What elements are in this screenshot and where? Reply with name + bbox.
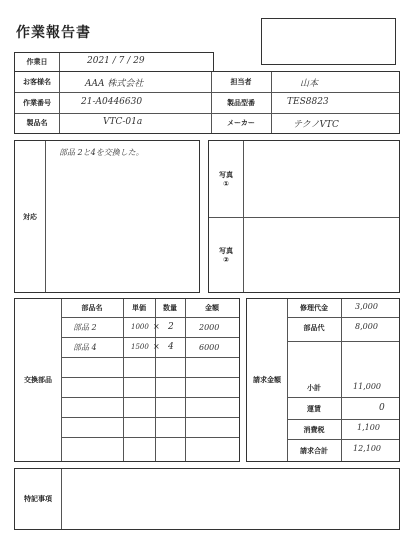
shipping-label: 運賃	[307, 405, 321, 413]
customer-value: AAA 株式会社	[85, 79, 144, 89]
parts-header-qty: 数量	[163, 304, 177, 312]
parts-row-1-amount: 2000	[199, 323, 220, 332]
billing-label: 請求金額	[253, 376, 281, 384]
work-date-value: 2021 / 7 / 29	[87, 56, 145, 66]
response-text: 部品 2と4を交換した。	[59, 148, 144, 157]
work-no-label: 作業番号	[23, 98, 51, 107]
total-value: 12,100	[353, 444, 381, 453]
tax-label: 消費税	[303, 425, 325, 434]
photo-1-text: 写真	[219, 171, 233, 179]
work-date-label: 作業日	[26, 58, 48, 66]
repair-fee-label: 修理代金	[300, 304, 328, 312]
photo-1-num: ①	[223, 180, 229, 188]
subtotal-value: 11,000	[353, 382, 381, 391]
product-label: 製品名	[26, 119, 48, 127]
parts-row-2-qty: 4	[168, 342, 174, 352]
notes-box	[14, 468, 400, 530]
page-title: 作業報告書	[16, 25, 91, 41]
photo-1-label	[209, 165, 243, 193]
model-label: 製品型番	[227, 98, 255, 107]
parts-row-2-price: 1500	[131, 343, 149, 351]
photo-box	[208, 140, 400, 293]
parts-label: 交換部品	[24, 376, 52, 384]
photo-2-num: ②	[223, 256, 229, 264]
total-label: 請求合計	[300, 446, 328, 455]
photo-2-text: 写真	[219, 247, 233, 255]
parts-row-1-price: 1000	[131, 323, 149, 331]
parts-header-amount: 金額	[205, 304, 219, 312]
product-value: VTC-01a	[103, 117, 143, 127]
work-date-row	[14, 52, 214, 72]
repair-fee-value: 3,000	[355, 302, 378, 311]
info-table	[14, 71, 400, 134]
parts-row-2-name: 部品 4	[73, 343, 97, 352]
response-box	[14, 140, 200, 293]
tax-value: 1,100	[357, 423, 380, 432]
work-no-value: 21-A0446630	[81, 97, 143, 107]
parts-header-price: 単価	[132, 304, 146, 312]
billing-box	[246, 298, 400, 462]
staff-label: 担当者	[230, 78, 252, 86]
parts-row-2-times: ×	[153, 342, 160, 351]
maker-label: メーカー	[227, 119, 255, 127]
parts-header-name: 部品名	[81, 304, 103, 312]
subtotal-label: 小計	[307, 384, 321, 392]
photo-2-label	[209, 241, 243, 269]
staff-value: 山本	[300, 79, 319, 89]
parts-row-1-qty: 2	[168, 322, 174, 332]
maker-value: テクノVTC	[293, 120, 339, 130]
parts-fee-value: 8,000	[355, 322, 378, 331]
customer-label: お客様名	[23, 78, 51, 86]
model-value: TES8823	[287, 97, 329, 107]
parts-row-2-amount: 6000	[199, 343, 220, 352]
parts-fee-label: 部品代	[303, 324, 325, 332]
notes-label: 特記事項	[24, 495, 52, 503]
parts-row-1-name: 部品 2	[73, 323, 97, 332]
header-block	[14, 52, 400, 134]
response-label: 対応	[23, 212, 37, 221]
shipping-value: 0	[379, 403, 385, 413]
parts-row-1-times: ×	[153, 322, 160, 331]
parts-box	[14, 298, 240, 462]
